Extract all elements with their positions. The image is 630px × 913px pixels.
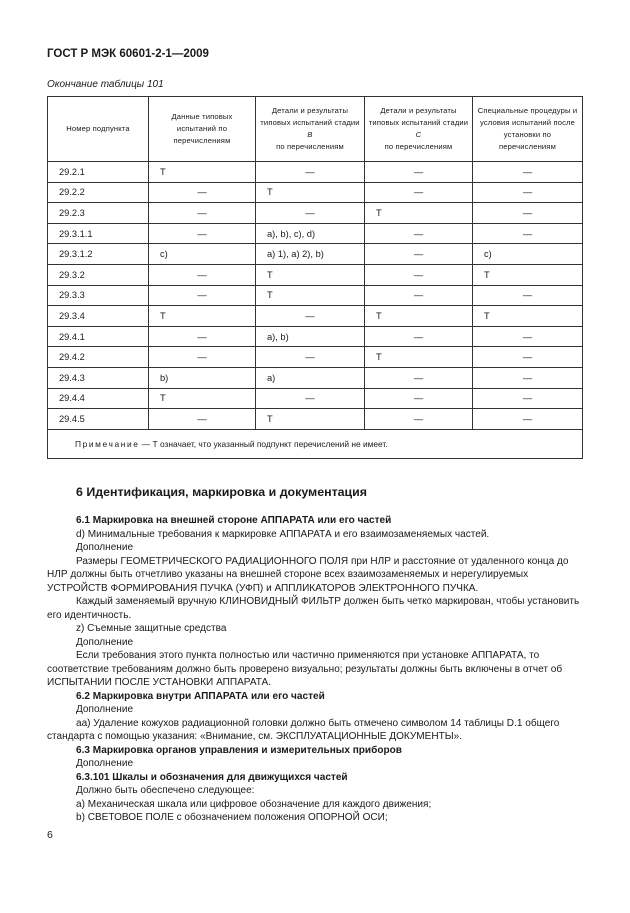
table-cell: — — [473, 162, 583, 183]
paragraph: d) Минимальные требования к маркировке АППАРАТА и его взаимозаменяемых частей. — [76, 528, 490, 540]
table-cell: 29.4.2 — [48, 347, 149, 368]
col-header-type-test-data: Данные типовых испытаний по перечислениям — [149, 97, 256, 162]
col-header-stage-c-suffix: по перечислениям — [384, 141, 453, 151]
table-cell: 29.2.3 — [48, 203, 149, 224]
paragraph: a) Механическая шкала или цифровое обозначение для каждого движения; — [76, 798, 432, 810]
table-cell: 29.4.5 — [48, 409, 149, 430]
table-cell: T — [365, 203, 473, 224]
table-cell: T — [149, 388, 256, 409]
table-cell: T — [365, 306, 473, 327]
table-cell: a), b), c), d) — [256, 223, 365, 244]
table-cell: — — [473, 203, 583, 224]
stage-c-letter: C — [415, 130, 422, 139]
table-cell: — — [365, 162, 473, 183]
paragraph: Дополнение — [76, 758, 134, 769]
table-cell: — — [365, 223, 473, 244]
table-cell: — — [149, 223, 256, 244]
paragraph: Дополнение — [76, 542, 134, 553]
table-note-row — [48, 429, 583, 458]
section-heading: 6 Идентификация, маркировка и документация — [76, 485, 368, 499]
table-row — [48, 223, 583, 244]
table-cell: 29.3.1.1 — [48, 223, 149, 244]
table-row — [48, 264, 583, 285]
table-cell: — — [256, 203, 365, 224]
table-cell: 29.4.1 — [48, 326, 149, 347]
table-cell: — — [365, 182, 473, 203]
table-cell: T — [256, 409, 365, 430]
table-cell: — — [365, 244, 473, 265]
paragraph: Дополнение — [76, 636, 134, 648]
table-row — [48, 367, 583, 388]
table-cell: — — [365, 409, 473, 430]
table-cell: T — [149, 306, 256, 327]
table-cell: — — [149, 409, 256, 430]
col-header-stage-b-suffix: по перечислениям — [276, 141, 344, 151]
table-cell: T — [365, 347, 473, 368]
table-cell: T — [256, 264, 365, 285]
table-cell: T — [256, 182, 365, 203]
table-cell: — — [365, 367, 473, 388]
table-cell: 29.3.4 — [48, 306, 149, 327]
table-row — [48, 388, 583, 409]
table-row — [48, 203, 583, 224]
table-row — [48, 347, 583, 368]
table-cell: 29.3.2 — [48, 264, 149, 285]
requirements-table — [47, 96, 583, 459]
table-cell: — — [149, 285, 256, 306]
table-row — [48, 162, 583, 183]
note-text: — Т означает, что указанный подпункт перечислений не имеет. — [139, 438, 388, 449]
clause-6-1-heading: 6.1 Маркировка на внешней стороне АППАРАТА или его частей — [76, 515, 392, 526]
paragraph: Если требования этого пункта полностью или частично применяются при установке АППАРАТА, то соответствие требованиям должно быть проверено визуально; результаты должны быть включены в отчет об ИСПЫТАНИИ ПОСЛЕ УСТАНОВКИ АППАРАТА. — [47, 650, 563, 688]
section-body — [47, 514, 582, 825]
clause-6-3-101-heading: 6.3.101 Шкалы и обозначения для движущихся частей — [76, 771, 348, 783]
col-header-stage-c — [365, 97, 473, 162]
col-header-stage-b — [256, 97, 365, 162]
table-header-row — [48, 97, 583, 162]
table-cell: — — [149, 203, 256, 224]
table-cell: — — [473, 409, 583, 430]
table-cell: 29.2.1 — [48, 162, 149, 183]
table-cell: — — [473, 223, 583, 244]
paragraph: аа) Удаление кожухов радиационной головки должно быть отмечено символом 14 таблицы D.1 общего стандарта с помощью указания: «Внимание, см. ЭКСПЛУАТАЦИОННЫЕ ДОКУМЕНТЫ». — [47, 717, 560, 742]
table-cell: T — [149, 162, 256, 183]
table-cell: — — [149, 326, 256, 347]
table-cell: a), b) — [256, 326, 365, 347]
table-cell: 29.2.2 — [48, 182, 149, 203]
table-note — [48, 429, 583, 458]
table-cell: — — [365, 388, 473, 409]
col-header-subclause: Номер подпункта — [48, 97, 149, 162]
page-number: 6 — [47, 829, 53, 841]
table-cell: a) 1), a) 2), b) — [256, 244, 365, 265]
col-header-stage-b-text: Детали и результаты типовых испытаний стадии — [260, 106, 360, 128]
paragraph: Каждый заменяемый вручную КЛИНОВИДНЫЙ ФИЛЬТР должен быть четко маркирован, чтобы установить его идентичность. — [47, 596, 580, 621]
table-cell: 29.3.1.2 — [48, 244, 149, 265]
table-cell: — — [149, 347, 256, 368]
table-cell: — — [149, 182, 256, 203]
table-row — [48, 285, 583, 306]
table-cell: — — [256, 162, 365, 183]
note-label: Примечание — [75, 438, 140, 449]
table-cell: 29.4.4 — [48, 388, 149, 409]
table-row — [48, 326, 583, 347]
paragraph: b) СВЕТОВОЕ ПОЛЕ с обозначением положения ОПОРНОЙ ОСИ; — [76, 812, 388, 823]
table-cell: T — [473, 264, 583, 285]
col-header-special-procedures: Специальные процедуры и условия испытаний после установки по перечислениям — [473, 97, 583, 162]
table-cell: T — [473, 306, 583, 327]
stage-b-letter: B — [307, 130, 313, 139]
paragraph: z) Съемные защитные средства — [76, 623, 227, 634]
table-cell: 29.4.3 — [48, 367, 149, 388]
table-row — [48, 409, 583, 430]
table-cell: — — [473, 367, 583, 388]
table-cell: 29.3.3 — [48, 285, 149, 306]
table-cell: — — [365, 326, 473, 347]
table-cell: — — [473, 326, 583, 347]
table-cell: T — [256, 285, 365, 306]
table-caption: Окончание таблицы 101 — [47, 79, 164, 90]
clause-6-3-heading: 6.3 Маркировка органов управления и измерительных приборов — [76, 744, 402, 756]
clause-6-2-heading: 6.2 Маркировка внутри АППАРАТА или его частей — [76, 690, 325, 702]
paragraph: Размеры ГЕОМЕТРИЧЕСКОГО РАДИАЦИОННОГО ПОЛЯ при НЛР и расстояние от удаленного конца до НЛР должны быть отчетливо указаны на внешней стороне всех взаимозаменяемых и нерегулируемых УСТРОЙСТВ ФОРМИРОВАНИЯ ПУЧКА (УФП) и АППЛИКАТОРОВ ЭЛЕКТРОННОГО ПУЧКА. — [47, 555, 569, 594]
col-header-stage-c-text: Детали и результаты типовых испытаний стадии — [368, 106, 469, 128]
paragraph: Должно быть обеспечено следующее: — [76, 785, 255, 796]
table-row — [48, 182, 583, 203]
table-cell: — — [256, 347, 365, 368]
table-cell: — — [365, 285, 473, 306]
table-cell: — — [473, 388, 583, 409]
table-cell: c) — [149, 244, 256, 265]
table-cell: — — [256, 388, 365, 409]
table-cell: c) — [473, 244, 583, 265]
table-cell: b) — [149, 367, 256, 388]
table-cell: — — [365, 264, 473, 285]
table-cell: — — [149, 264, 256, 285]
table-cell: a) — [256, 367, 365, 388]
table-row — [48, 306, 583, 327]
table-cell: — — [256, 306, 365, 327]
paragraph: Дополнение — [76, 704, 134, 715]
document-header: ГОСТ Р МЭК 60601-2-1—2009 — [47, 48, 209, 60]
table-cell: — — [473, 182, 583, 203]
table-cell: — — [473, 347, 583, 368]
table-row — [48, 244, 583, 265]
table-cell: — — [473, 285, 583, 306]
